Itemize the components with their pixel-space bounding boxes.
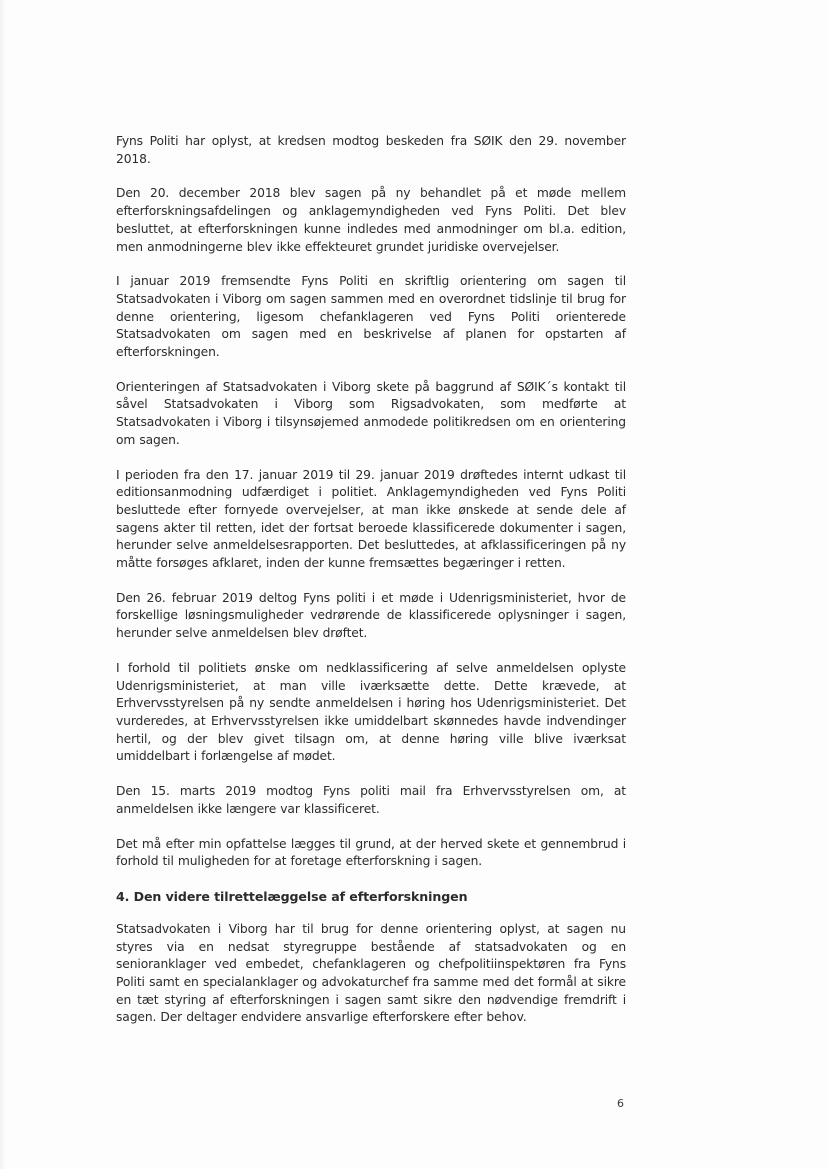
section-heading: 4. Den videre tilrettelæggelse af efterforskningen <box>116 888 468 904</box>
document-body <box>116 133 626 1044</box>
page-number: 6 <box>617 1097 624 1110</box>
paragraph-7: I forhold til politiets ønske om nedklassificering af selve anmeldelsen oplyste Udenrigsministeriet, at man ville iværksætte dette. Dette krævede, at Erhvervsstyrelsen på ny sendte anmeldelsen i høring hos Udenrigsministeriet. Det vurderedes, at Erhvervsstyrelsen ikke umiddelbart skønnedes havde indvendinger hertil, og der blev givet tilsagn om, at denne høring ville blive iværksat umiddelbart i forlængelse af mødet. <box>116 660 626 764</box>
paragraph-5: I perioden fra den 17. januar 2019 til 29. januar 2019 drøftedes internt udkast til editionsanmodning udfærdiget i politiet. Anklagemyndigheden ved Fyns Politi besluttede efter fornyede overvejelser, at man ikke ønskede at sende dele af sagens akter til retten, idet der fortsat beroede klassificerede dokumenter i sagen, herunder selve anmeldelsesrapporten. Det besluttedes, at afklassificeringen på ny måtte forsøges afklaret, inden der kunne fremsættes begæringer i retten. <box>116 467 626 571</box>
paragraph-3: I januar 2019 fremsendte Fyns Politi en skriftlig orientering om sagen til Statsadvokaten i Viborg om sagen sammen med en overordnet tidslinje til brug for denne orientering, ligesom chefanklageren ved Fyns Politi orienterede Statsadvokaten om sagen med en beskrivelse af planen for opstarten af efterforskningen. <box>116 274 626 360</box>
paragraph-6: Den 26. februar 2019 deltog Fyns politi i et møde i Udenrigsministeriet, hvor de forskellige løsningsmuligheder vedrørende de klassificerede oplysninger i sagen, herunder selve anmeldelsen blev drøftet. <box>116 590 626 641</box>
paragraph-4: Orienteringen af Statsadvokaten i Viborg skete på baggrund af SØIK´s kontakt til såvel Statsadvokaten i Viborg som Rigsadvokaten, som medførte at Statsadvokaten i Viborg i tilsynsøjemed anmodede politikredsen om en orientering om sagen. <box>116 379 626 447</box>
paragraph-8: Den 15. marts 2019 modtog Fyns politi mail fra Erhvervsstyrelsen om, at anmeldelsen ikke længere var klassificeret. <box>116 784 626 816</box>
paragraph-2: Den 20. december 2018 blev sagen på ny behandlet på et møde mellem efterforskningsafdelingen og anklagemyndigheden ved Fyns Politi. Det blev besluttet, at efterforskningen kunne indledes med anmodninger om bl.a. edition, men anmodningerne blev ikke effekteuret grundet juridiske overvejelser. <box>116 186 626 254</box>
section-paragraph-1: Statsadvokaten i Viborg har til brug for denne orientering oplyst, at sagen nu styres via en nedsat styregruppe bestående af statsadvokaten og en senioranklager ved embedet, chefanklageren og chefpolitiinspektøren fra Fyns Politi samt en specialanklager og advokaturchef fra samme med det formål at sikre en tæt styring af efterforskningen i sagen samt sikre den nødvendige fremdrift i sagen. Der deltager endvidere ansvarlige efterforskere efter behov. <box>116 921 626 1025</box>
paragraph-9: Det må efter min opfattelse lægges til grund, at der herved skete et gennembrud i forhold til muligheden for at foretage efterforskning i sagen. <box>116 836 626 869</box>
scan-edge <box>0 0 6 1169</box>
paragraph-1: Fyns Politi har oplyst, at kredsen modtog beskeden fra SØIK den 29. november 2018. <box>116 134 626 166</box>
